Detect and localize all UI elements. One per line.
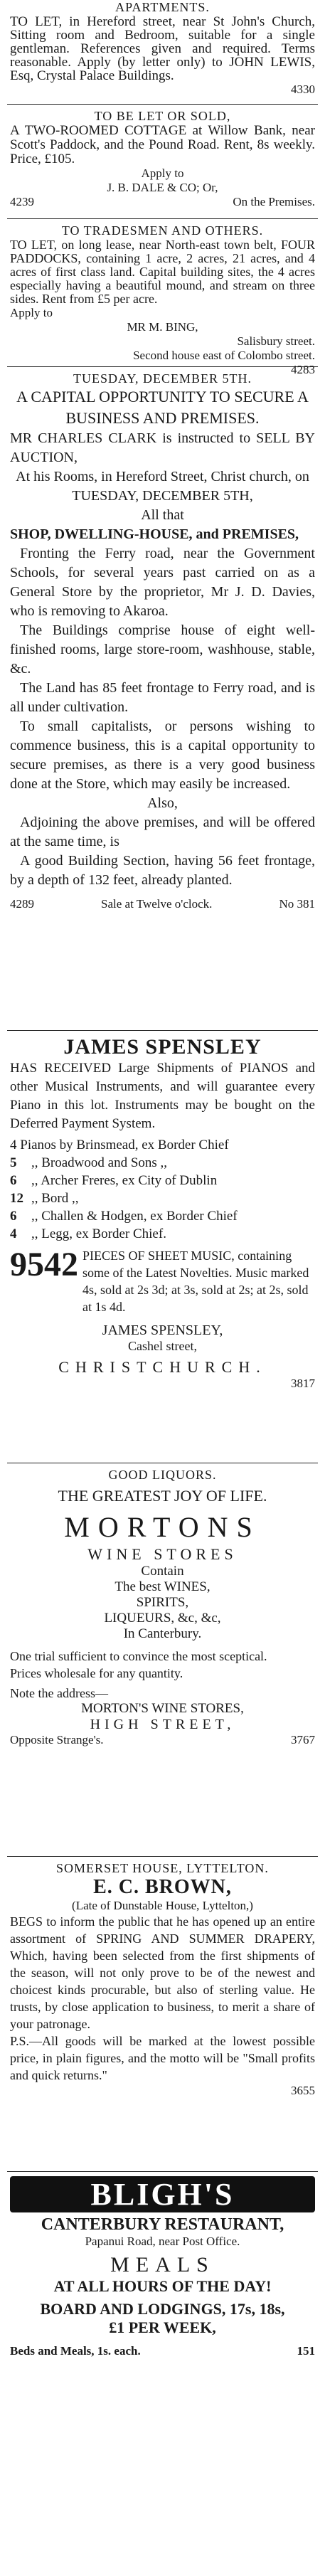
piano-desc: ,, Archer Freres, ex City of Dublin: [31, 1173, 218, 1188]
seller-name: JAMES SPENSLEY,: [102, 1323, 223, 1338]
piano-list: [10, 1154, 315, 1243]
auction-capitalists: To small capitalists, or persons wishing to commence business, this is a capital opportunity to secure premises, as there is a very good business done at the Store, which may easily be increased.: [10, 719, 315, 792]
line-spirits: SPIRITS,: [136, 1595, 189, 1610]
ad-subtitle: (Late of Dunstable House, Lyttelton,): [72, 1899, 253, 1912]
ad-number: 4330: [291, 83, 315, 96]
ad-postscript: P.S.—All goods will be marked at the lowest possible price, in plain figures, and the motto will be "Small profits and quick returns.": [10, 2034, 315, 2082]
ad-number: 3817: [291, 1377, 315, 1390]
auction-adjoining: Adjoining the above premises, and will be offered at the same time, is: [10, 815, 315, 849]
piano-intro: 4 Pianos by Brinsmead, ex Border Chief: [10, 1138, 229, 1152]
ad-subheading: THE GREATEST JOY OF LIFE.: [58, 1487, 267, 1505]
wholesale-text: Prices wholesale for any quantity.: [10, 1666, 183, 1680]
ad-agent: MR M. BING,: [127, 320, 198, 334]
wine-stores: WINE STORES: [87, 1545, 238, 1563]
address-line3: Opposite Strange's.: [10, 1733, 104, 1747]
brand-name: BLIGH'S: [10, 2176, 315, 2212]
ad-cottage: [7, 104, 318, 218]
line-canterbury: In Canterbury.: [123, 1626, 202, 1641]
sheet-text: PIECES OF SHEET MUSIC, containing some of the Latest Novelties. Music marked 4s, sold at 2s 3d; at 3s, sold at 2s; at 2s, sold at 1s 4d.: [82, 1249, 309, 1314]
brand-name: MORTONS: [64, 1511, 261, 1543]
ad-body: TO LET, on long lease, near North-east town belt, FOUR PADDOCKS, containing 1 acre, 2 acres, 21 acres, and 4 acres of first class land. Capital building sites, the 4 acres especially having a beautiful mound, and stream on three sides. Rent from £5 per acre.: [10, 238, 315, 306]
piano-desc: ,, Bord ,,: [31, 1191, 79, 1206]
ad-footer: [10, 195, 315, 209]
auction-also: Also,: [147, 795, 178, 811]
auction-all-that: All that: [141, 507, 184, 523]
ad-body: BEGS to inform the public that he has opened up an entire assortment of SPRING AND SUMMER DRAPERY, Which, having been selected from the first shipments of the season, will not only prove to be of the newest and choicest kinds procurable, but also of sterling value. He trusts, by close application to business, to merit a share of your patronage.: [10, 1914, 315, 2031]
auctioneer-notice: MR CHARLES CLARK is instructed to SELL BY AUCTION,: [10, 430, 315, 465]
ad-auction: [7, 366, 318, 1030]
address-line2: HIGH STREET,: [90, 1717, 235, 1732]
ad-title: JAMES SPENSLEY: [63, 1035, 262, 1059]
line-liqueurs: LIQUEURS, &c, &c,: [104, 1611, 221, 1626]
ad-auction-body: [10, 429, 315, 890]
board-prices: BOARD AND LODGINGS, 17s, 18s,: [40, 2300, 285, 2318]
piano-desc: ,, Broadwood and Sons ,,: [31, 1155, 168, 1170]
restaurant-address: Papanui Road, near Post Office.: [85, 2235, 240, 2248]
auction-location: At his Rooms, in Hereford Street, Christ church, on: [16, 469, 309, 484]
ad-title: E. C. BROWN,: [93, 1876, 232, 1898]
lot-number: No 381: [279, 897, 315, 911]
auction-section: A good Building Section, having 56 feet frontage, by a depth of 132 feet, already planted.: [10, 853, 315, 888]
piano-qty: 5: [10, 1155, 17, 1170]
ad-heading: GOOD LIQUORS.: [108, 1468, 217, 1482]
sheet-count: 9542: [10, 1246, 78, 1283]
auction-land: The Land has 85 feet frontage to Ferry road, and is all under cultivation.: [10, 680, 315, 715]
ad-somerset: [7, 1856, 318, 2171]
piano-item: [10, 1207, 315, 1225]
ad-footer: [10, 1733, 315, 1747]
ad-heading: TO BE LET OR SOLD,: [94, 109, 231, 123]
ad-footer: [10, 897, 315, 911]
ad-number: 4289: [10, 897, 34, 911]
ad-body: TO LET, in Hereford street, near St John's Church, Sitting room and Bedroom, suitable for a single gentleman. References given and required. Terms reasonable. Apply (by letter only) to JOHN LEWIS, Esq, Crystal Palace Buildings.: [10, 14, 315, 83]
auction-frontage: Fronting the Ferry road, near the Government Schools, for several years past carried on as a General Store by the proprietor, Mr J. D. Davies, who is removing to Akaroa.: [10, 546, 315, 619]
line-wines: The best WINES,: [114, 1579, 211, 1594]
piano-qty: 4: [10, 1226, 17, 1241]
auction-date: TUESDAY, DECEMBER 5TH,: [72, 488, 253, 504]
piano-desc: ,, Challen & Hodgen, ex Border Chief: [31, 1209, 238, 1224]
piano-item: [10, 1189, 315, 1207]
sale-time: Sale at Twelve o'clock.: [101, 897, 213, 911]
ad-heading: TO TRADESMEN AND OTHERS.: [61, 223, 264, 238]
ad-heading: SOMERSET HOUSE, LYTTELTON.: [56, 1861, 269, 1875]
piano-qty: 6: [10, 1173, 17, 1188]
ad-blighs: [7, 2171, 318, 2380]
ad-heading: A CAPITAL OPPORTUNITY TO SECURE A BUSINESS AND PREMISES.: [16, 388, 309, 427]
beds-meals: Beds and Meals, 1s. each.: [10, 2344, 141, 2358]
ad-paddocks: [7, 218, 318, 376]
sheet-music: [10, 1247, 315, 1315]
ad-footer: [10, 2344, 315, 2358]
ad-spensley: [7, 1030, 318, 1463]
auction-buildings: The Buildings comprise house of eight well-finished rooms, large store-room, washhouse, stable, &c.: [10, 622, 315, 677]
address-line1: MORTON'S WINE STORES,: [81, 1701, 244, 1716]
restaurant-name: CANTERBURY RESTAURANT,: [41, 2215, 284, 2234]
seller-street: Cashel street,: [128, 1339, 197, 1353]
ad-agent: J. B. DALE & CO; Or,: [107, 181, 218, 194]
ad-mortons: [7, 1463, 318, 1856]
ad-number: 3655: [291, 2084, 315, 2097]
piano-item: [10, 1172, 315, 1189]
piano-qty: 6: [10, 1209, 17, 1224]
piano-item: [10, 1154, 315, 1172]
weekly-price: £1 PER WEEK,: [109, 2318, 216, 2336]
auction-property: SHOP, DWELLING-HOUSE, and PREMISES,: [10, 526, 299, 542]
ad-date: TUESDAY, DECEMBER 5TH.: [73, 371, 252, 386]
ad-apartments: [7, 0, 318, 104]
note-address: Note the address—: [10, 1686, 108, 1700]
ad-apply: Apply to: [10, 306, 53, 319]
ad-agent-direction: Second house east of Colombo street.: [133, 349, 315, 362]
ad-number: 3767: [291, 1733, 315, 1747]
ad-number: 4283: [291, 363, 315, 376]
ad-number: 4239: [10, 195, 34, 208]
ad-heading: APARTMENTS.: [115, 0, 210, 14]
meals-heading: MEALS: [110, 2253, 215, 2276]
ad-agent-alt: On the Premises.: [233, 195, 315, 208]
ad-apply: Apply to: [141, 166, 184, 180]
newspaper-column: [7, 0, 318, 2380]
meals-hours: AT ALL HOURS OF THE DAY!: [53, 2277, 272, 2295]
piano-desc: ,, Legg, ex Border Chief.: [31, 1226, 166, 1241]
piano-qty: 12: [10, 1191, 23, 1206]
seller-city: CHRISTCHURCH.: [58, 1358, 267, 1376]
line-contain: Contain: [141, 1564, 184, 1579]
ad-body: HAS RECEIVED Large Shipments of PIANOS and other Musical Instruments, and will guarantee every Piano in this lot. Instruments may be bought on the Deferred Payment System.: [10, 1061, 315, 1131]
ad-body: A TWO-ROOMED COTTAGE at Willow Bank, near Scott's Paddock, and the Pound Road. Rent, 8s weekly. Price, £105.: [10, 123, 315, 166]
trial-text: One trial sufficient to convince the most sceptical.: [10, 1649, 267, 1663]
piano-item: [10, 1225, 315, 1243]
ad-agent-street: Salisbury street.: [237, 334, 315, 348]
ad-number: 151: [297, 2344, 315, 2358]
